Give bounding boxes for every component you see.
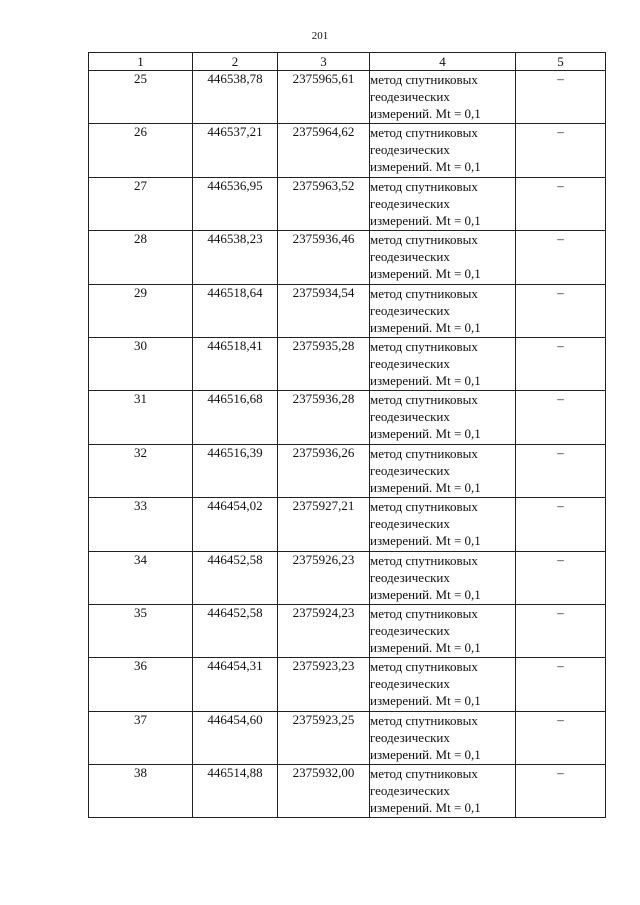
point-number: 25 [89,71,193,124]
point-number: 30 [89,337,193,390]
method-line-1: метод спутниковых [370,552,478,568]
coordinate-y: 2375936,46 [278,231,370,284]
table-row [89,71,606,124]
table-row [89,124,606,177]
coordinate-y: 2375935,28 [278,337,370,390]
method-line-1: метод спутниковых [370,659,478,675]
method-line-1: метод спутниковых [370,72,478,87]
page-number: 201 [311,30,329,42]
coordinate-y: 2375964,62 [278,124,370,177]
method-description [370,71,516,124]
column-5-value: – [516,124,606,177]
method-line-2: геодезических [370,142,450,158]
point-number: 36 [89,658,193,711]
method-line-1: метод спутниковых [370,285,478,301]
point-number: 35 [89,604,193,657]
table-header-row [89,53,606,71]
coordinate-y: 2375923,23 [278,658,370,711]
method-line-2: геодезических [370,729,450,745]
method-description [370,124,516,177]
method-description [370,177,516,230]
coordinate-y: 2375932,00 [278,765,370,818]
coordinate-x: 446454,31 [193,658,278,711]
column-5-value: – [516,444,606,497]
method-line-3: измерений. Mt = 0,1 [370,106,481,121]
column-5-value: – [516,337,606,390]
method-line-2: геодезических [370,516,450,532]
method-line-2: геодезических [370,409,450,425]
method-description [370,658,516,711]
coordinate-x: 446452,58 [193,604,278,657]
method-line-2: геодезических [370,462,450,478]
column-header-5: 5 [516,53,606,71]
method-description [370,337,516,390]
method-description [370,284,516,337]
method-description [370,444,516,497]
method-line-1: метод спутниковых [370,712,478,728]
column-5-value: – [516,604,606,657]
table-row [89,337,606,390]
method-line-3: измерений. Mt = 0,1 [370,586,481,602]
method-line-3: измерений. Mt = 0,1 [370,746,481,762]
column-header-1: 1 [89,53,193,71]
table-row [89,765,606,818]
coordinate-x: 446454,60 [193,711,278,764]
method-line-2: геодезических [370,622,450,638]
point-number: 27 [89,177,193,230]
column-header-3: 3 [278,53,370,71]
method-line-1: метод спутниковых [370,392,478,408]
column-5-value: – [516,711,606,764]
method-description [370,604,516,657]
method-line-3: измерений. Mt = 0,1 [370,533,481,549]
column-5-value: – [516,284,606,337]
column-5-value: – [516,177,606,230]
method-description [370,498,516,551]
method-description [370,231,516,284]
coordinate-y: 2375927,21 [278,498,370,551]
method-line-1: метод спутниковых [370,232,478,248]
table-row [89,604,606,657]
coordinate-x: 446537,21 [193,124,278,177]
column-header-4: 4 [370,53,516,71]
method-line-1: метод спутниковых [370,338,478,354]
coordinate-x: 446518,64 [193,284,278,337]
table-row [89,551,606,604]
method-line-1: метод спутниковых [370,605,478,621]
point-number: 29 [89,284,193,337]
point-number: 28 [89,231,193,284]
point-number: 31 [89,391,193,444]
method-line-3: измерений. Mt = 0,1 [370,426,481,442]
column-5-value: – [516,498,606,551]
coordinate-x: 446538,23 [193,231,278,284]
column-5-value: – [516,391,606,444]
method-line-2: геодезических [370,302,450,318]
coordinate-y: 2375926,23 [278,551,370,604]
method-description [370,711,516,764]
method-line-3: измерений. Mt = 0,1 [370,159,481,175]
method-line-1: метод спутниковых [370,178,478,194]
coordinate-y: 2375934,54 [278,284,370,337]
coordinate-y: 2375923,25 [278,711,370,764]
method-description [370,551,516,604]
point-number: 37 [89,711,193,764]
column-5-value: – [516,765,606,818]
method-line-3: измерений. Mt = 0,1 [370,639,481,655]
method-line-2: геодезических [370,569,450,585]
method-line-3: измерений. Mt = 0,1 [370,693,481,709]
method-line-3: измерений. Mt = 0,1 [370,479,481,495]
method-line-2: геодезических [370,249,450,265]
method-line-3: измерений. Mt = 0,1 [370,319,481,335]
coordinate-x: 446518,41 [193,337,278,390]
column-5-value: – [516,551,606,604]
method-line-3: измерений. Mt = 0,1 [370,266,481,282]
table-row [89,658,606,711]
table-body [89,71,606,818]
table-row [89,498,606,551]
coordinate-x: 446452,58 [193,551,278,604]
coordinate-y: 2375963,52 [278,177,370,230]
point-number: 38 [89,765,193,818]
method-line-1: метод спутниковых [370,499,478,515]
point-number: 32 [89,444,193,497]
table-row [89,711,606,764]
method-line-2: геодезических [370,355,450,371]
coordinate-y: 2375936,28 [278,391,370,444]
method-description [370,391,516,444]
method-line-2: геодезических [370,676,450,692]
coordinate-x: 446516,68 [193,391,278,444]
method-line-3: измерений. Mt = 0,1 [370,212,481,228]
method-line-2: геодезических [370,195,450,211]
coordinate-y: 2375924,23 [278,604,370,657]
coordinates-table [88,52,606,818]
coordinate-x: 446514,88 [193,765,278,818]
column-header-2: 2 [193,53,278,71]
method-line-2: геодезических [370,89,450,104]
method-line-3: измерений. Mt = 0,1 [370,372,481,388]
coordinate-x: 446454,02 [193,498,278,551]
table-row [89,284,606,337]
column-5-value: – [516,71,606,124]
method-description [370,765,516,818]
table-row [89,444,606,497]
table-row [89,231,606,284]
point-number: 33 [89,498,193,551]
coordinate-y: 2375936,26 [278,444,370,497]
point-number: 26 [89,124,193,177]
table-row [89,177,606,230]
coordinate-x: 446516,39 [193,444,278,497]
method-line-1: метод спутниковых [370,766,478,782]
column-5-value: – [516,231,606,284]
coordinate-x: 446538,78 [193,71,278,124]
column-5-value: – [516,658,606,711]
point-number: 34 [89,551,193,604]
method-line-2: геодезических [370,783,450,799]
method-line-1: метод спутниковых [370,445,478,461]
method-line-3: измерений. Mt = 0,1 [370,800,481,816]
method-line-1: метод спутниковых [370,125,478,141]
coordinate-x: 446536,95 [193,177,278,230]
table-row [89,391,606,444]
coordinate-y: 2375965,61 [278,71,370,124]
